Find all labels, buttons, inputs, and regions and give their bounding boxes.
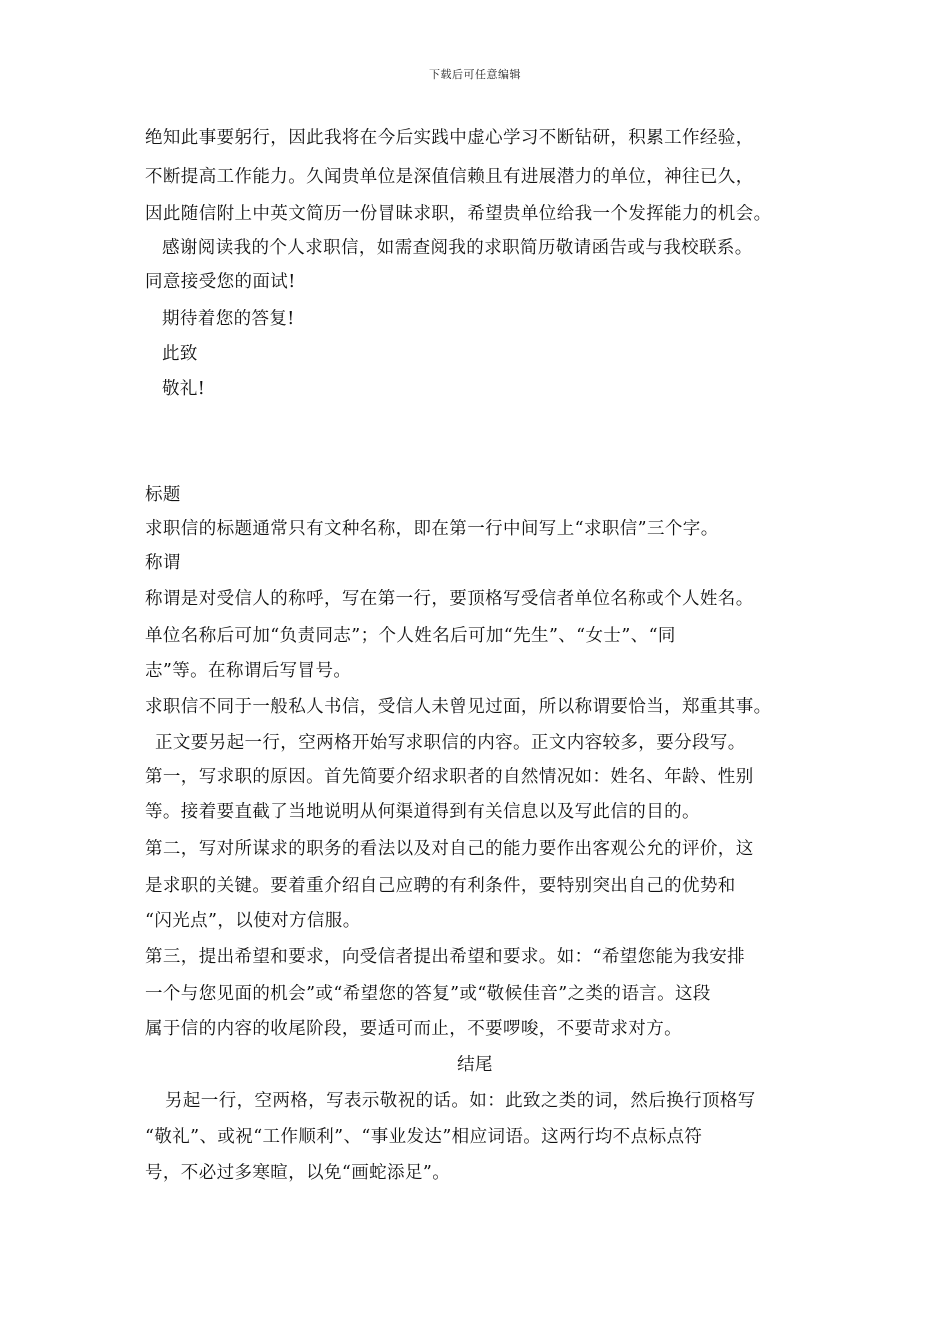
letter-closing-cizhi: 此致 [162,344,198,364]
salutation-line-2: 单位名称后可加“负责同志”；个人姓名后可加“先生”、“女士”、“同 [145,626,676,646]
title-description: 求职信的标题通常只有文种名称，即在第一行中间写上“求职信”三个字。 [145,519,719,539]
body-line-1: 正文要另起一行，空两格开始写求职信的内容。正文内容较多，要分段写。 [155,733,746,753]
body-line-3: 等。接着要直截了当地说明从何渠道得到有关信息以及写此信的目的。 [145,802,700,822]
letter-line-1: 绝知此事要躬行，因此我将在今后实践中虚心学习不断钻研，积累工作经验， [145,128,754,148]
letter-line-5: 同意接受您的面试! [145,272,296,292]
body-line-9: 属于信的内容的收尾阶段，要适可而止，不要啰唆，不要苛求对方。 [145,1019,682,1039]
letter-line-3: 因此随信附上中英文简历一份冒昧求职，希望贵单位给我一个发挥能力的机会。 [145,204,772,224]
letter-line-4: 感谢阅读我的个人求职信，如需查阅我的求职简历敬请函告或与我校联系。 [162,238,753,258]
letter-closing-expect: 期待着您的答复! [162,309,295,329]
section-heading-title: 标题 [145,485,181,505]
body-line-2: 第一，写求职的原因。首先简要介绍求职者的自然情况如：姓名、年龄、性别 [145,767,754,787]
salutation-line-4: 求职信不同于一般私人书信，受信人未曾见过面，所以称谓要恰当，郑重其事。 [145,697,772,717]
body-line-8: 一个与您见面的机会”或“希望您的答复”或“敬候佳音”之类的语言。这段 [145,984,711,1004]
body-line-5: 是求职的关键。要着重介绍自己应聘的有利条件，要特别突出自己的优势和 [145,876,736,896]
section-heading-ending: 结尾 [457,1055,493,1075]
letter-closing-jingli: 敬礼! [162,379,206,399]
body-line-4: 第二，写对所谋求的职务的看法以及对自己的能力要作出客观公允的评价，这 [145,839,754,859]
salutation-line-1: 称谓是对受信人的称呼，写在第一行，要顶格写受信者单位名称或个人姓名。 [145,589,754,609]
body-line-6: “闪光点”，以使对方信服。 [145,911,361,931]
ending-line-1: 另起一行，空两格，写表示敬祝的话。如：此致之类的词，然后换行顶格写 [165,1091,756,1111]
ending-line-2: “敬礼”、或祝“工作顺利”、“事业发达”相应词语。这两行均不点标点符 [145,1127,703,1147]
letter-line-2: 不断提高工作能力。久闻贵单位是深值信赖且有进展潜力的单位，神往已久， [145,167,754,187]
salutation-line-3: 志”等。在称谓后写冒号。 [145,661,352,681]
ending-line-3: 号，不必过多寒暄，以免“画蛇添足”。 [145,1163,451,1183]
section-heading-salutation: 称谓 [145,553,181,573]
page-header-note: 下载后可任意编辑 [429,68,521,81]
body-line-7: 第三，提出希望和要求，向受信者提出希望和要求。如：“希望您能为我安排 [145,947,746,967]
